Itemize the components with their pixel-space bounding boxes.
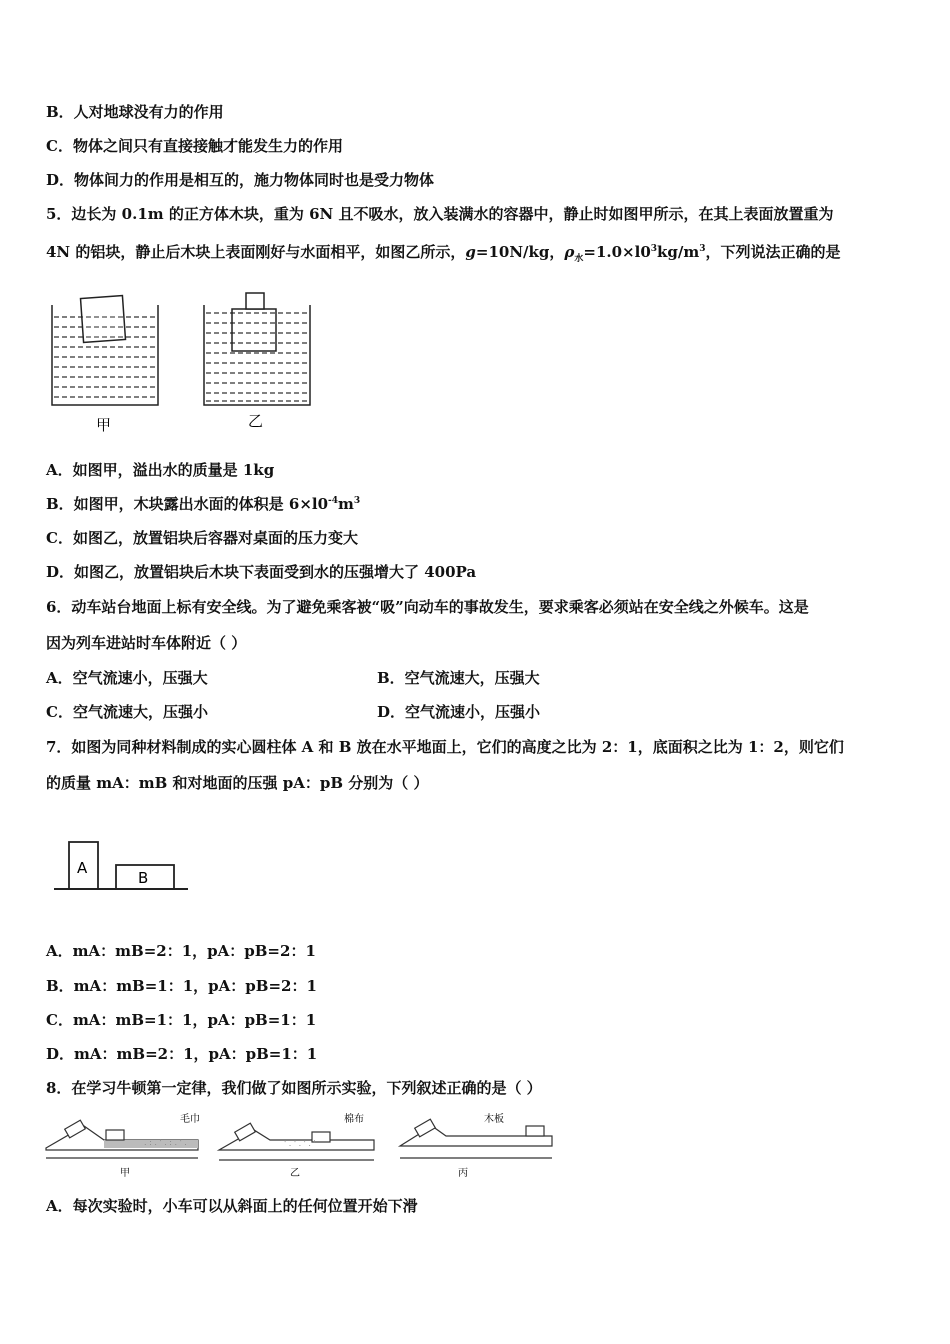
cylinder-b-label: B: [138, 869, 149, 887]
q5-stem-line1: 5．边长为 0.1m 的正方体木块，重为 6N 且不吸水，放入装满水的容器中，静止时如图甲所示，在其上表面放置重为: [46, 205, 834, 223]
option-c: C．物体之间只有直接接触才能发生力的作用: [46, 137, 343, 155]
q5-option-d: D．如图乙，放置铝块后木块下表面受到水的压强增大了 400Pa: [46, 563, 477, 581]
label-jia: 甲: [120, 1168, 130, 1179]
q6-stem-line1: 6．动车站台地面上标有安全线。为了避免乘客被“吸”向动车的事故发生，要求乘客必须站在安全线之外候车。这是: [46, 598, 809, 616]
label-yi: 乙: [290, 1168, 300, 1179]
option-d: D．物体间力的作用是相互的，施力物体同时也是受力物体: [46, 171, 435, 189]
q5-option-a: A．如图甲，溢出水的质量是 1kg: [46, 461, 275, 479]
q6-option-d: D．空气流速小，压强小: [377, 703, 541, 721]
fig-label-yi: 乙: [248, 412, 264, 430]
q5-option-b: B．如图甲，木块露出水面的体积是 $6\times l0^{-4}m^3$: [46, 495, 361, 513]
q7-option-b: B．mA：mB=1：1，pA：pB=2：1: [46, 977, 317, 995]
svg-text:. : . ' . : . ' .: . : . ' . : . ' .: [144, 1138, 187, 1147]
q8-option-a: A．每次实验时，小车可以从斜面上的任何位置开始下滑: [46, 1197, 418, 1215]
q5-stem-line2: 4N 的铝块，静止后木块上表面刚好与水面相平，如图乙所示，g=10N/kg，$\rho_水=1.0\times l0^3kg/m^3$，下列说法正确的是: [46, 243, 841, 264]
q5-option-c: C．如图乙，放置铝块后容器对桌面的压力变大: [46, 529, 358, 547]
label-bing: 丙: [458, 1168, 468, 1179]
q5-figure: [40, 285, 320, 435]
cylinder-a-label: A: [77, 859, 88, 877]
q7-option-a: A．mA：mB=2：1，pA：pB=2：1: [46, 942, 316, 960]
q8-figure: [44, 1110, 559, 1182]
fig-label-jia: 甲: [96, 416, 112, 434]
q7-option-d: D．mA：mB=2：1，pA：pB=1：1: [46, 1045, 318, 1063]
surface-cotton: 棉布: [344, 1114, 364, 1125]
q6-option-c: C．空气流速大，压强小: [46, 703, 208, 721]
q7-stem-line2: 的质量 mA：mB 和对地面的压强 pA：pB 分别为（ ）: [46, 774, 429, 792]
q6-stem-line2: 因为列车进站时车体附近（ ）: [46, 634, 247, 652]
option-b: B．人对地球没有力的作用: [46, 103, 224, 121]
surface-wood: 木板: [484, 1114, 504, 1125]
q8-stem: 8．在学习牛顿第一定律，我们做了如图所示实验，下列叙述正确的是（ ）: [46, 1079, 542, 1097]
surface-towel: 毛巾: [180, 1114, 200, 1125]
q7-option-c: C．mA：mB=1：1，pA：pB=1：1: [46, 1011, 317, 1029]
q6-option-a: A．空气流速小，压强大: [46, 669, 208, 687]
svg-text:' . ' . ' . ': ' . ' . ' . ': [284, 1139, 316, 1148]
q7-stem-line1: 7．如图为同种材料制成的实心圆柱体 A 和 B 放在水平地面上，它们的高度之比为 2：1，底面积之比为 1：2，则它们: [46, 738, 844, 756]
q6-option-b: B．空气流速大，压强大: [377, 669, 540, 687]
q7-figure: [52, 835, 192, 895]
